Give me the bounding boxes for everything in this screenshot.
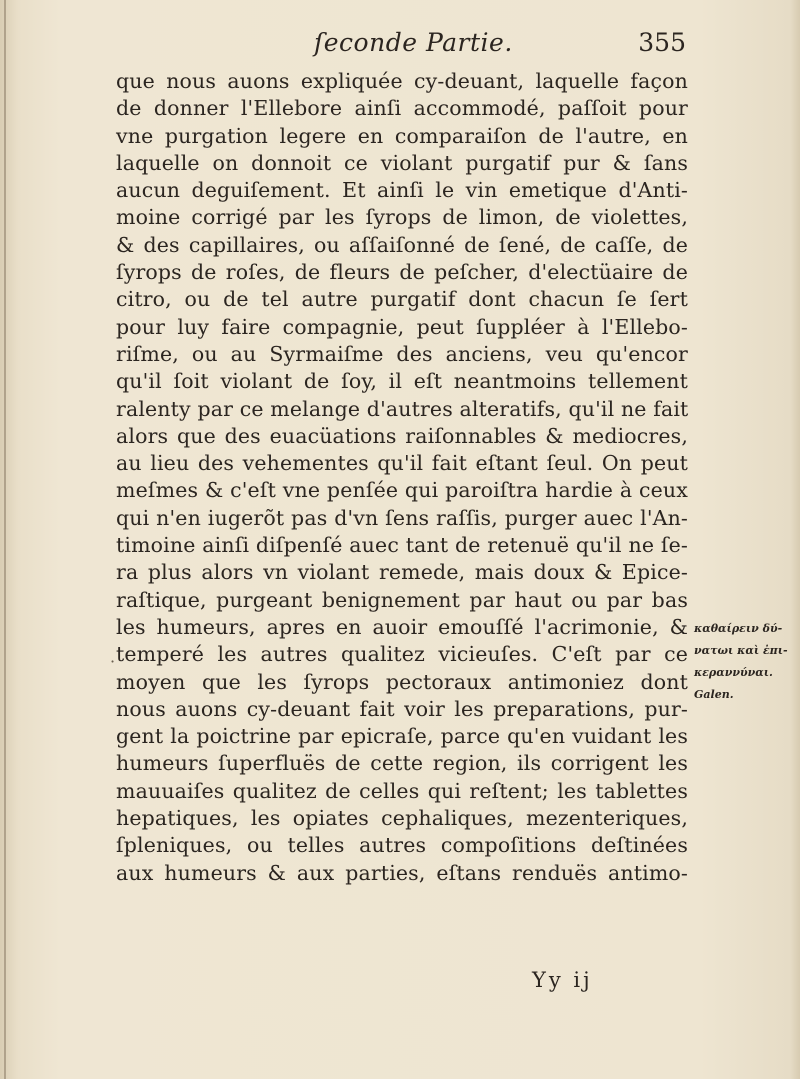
text-line: moyen que les ſyrops pectoraux antimoniez dont — [116, 669, 688, 694]
text-line: mauuaiſes qualitez de celles qui reſtent; les tablettes — [116, 778, 688, 803]
text-line: laquelle on donnoit ce violant purgatif pur & ſans — [116, 150, 688, 175]
text-line: riſme, ou au Syrmaiſme des anciens, veu qu'encor — [116, 341, 688, 366]
text-line: meſmes & c'eſt vne penſée qui paroiſtra hardie à ceux — [116, 478, 688, 503]
text-line: pour luy faire compagnie, peut ſuppléer à l'Ellebo- — [116, 314, 688, 339]
binding-gutter — [4, 0, 6, 1079]
page-number: 355 — [638, 28, 686, 57]
text-line: alors que des euacüations raiſonnables & mediocres, — [116, 423, 688, 448]
text-line: au lieu des vehementes qu'il fait eſtant ſeul. On peut — [116, 451, 688, 476]
margin-dot: · — [110, 652, 116, 671]
text-line: ralenty par ce melange d'autres alteratifs, qu'il ne fait — [116, 396, 689, 421]
text-line: les humeurs, apres en auoir emouſſé l'acrimonie, & — [116, 614, 688, 639]
text-line: ra plus alors vn violant remede, mais doux & Epice- — [116, 560, 688, 585]
margin-note-line: Galen. — [694, 688, 734, 701]
text-line: ſpleniques, ou telles autres compoſitions deſtinées — [116, 833, 688, 858]
page-header — [116, 28, 686, 68]
margin-note — [694, 618, 798, 706]
margin-note-line: καθαίρειν δύ- — [694, 622, 783, 635]
text-line: aucun deguiſement. Et ainſi le vin emetique d'Anti- — [116, 178, 688, 203]
text-line: gent la poictrine par epicraſe, parce qu'en vuidant les — [116, 724, 688, 749]
text-line: citro, ou de tel autre purgatif dont chacun ſe ſert — [116, 287, 688, 312]
body-text — [116, 68, 688, 887]
text-line: timoine ainſi diſpenſé auec tant de retenuë qu'il ne ſe- — [116, 533, 688, 558]
text-line: de donner l'Ellebore ainſi accommodé, paſſoit pour — [116, 96, 688, 121]
signature-mark: Yy ij — [532, 968, 593, 992]
text-line: moine corrigé par les ſyrops de limon, de violettes, — [116, 205, 688, 230]
margin-note-line: νατωι καὶ ἐπι- — [694, 644, 788, 657]
text-line: temperé les autres qualitez vicieuſes. C'eſt par ce — [116, 642, 688, 667]
text-line: ſyrops de roſes, de fleurs de peſcher, d'electüaire de — [116, 260, 688, 285]
text-line: vne purgation legere en comparaiſon de l'autre, en — [116, 123, 688, 148]
margin-note-line: κεραννύναι. — [694, 666, 773, 679]
page-footer — [116, 968, 688, 998]
running-title: ſeconde Partie. — [314, 28, 513, 57]
text-line: qu'il ſoit violant de ſoy, il eſt neantmoins tellement — [116, 369, 688, 394]
text-line: raſtique, purgeant benignement par haut ou par bas — [116, 587, 688, 612]
text-line: qui n'en iugerõt pas d'vn ſens raſſis, purger auec l'An- — [116, 505, 688, 530]
text-line: & des capillaires, ou aſſaiſonné de ſené, de caſſe, de — [116, 232, 688, 257]
text-line: nous auons cy-deuant fait voir les preparations, pur- — [116, 696, 688, 721]
text-line: aux humeurs & aux parties, eſtans renduës antimo- — [116, 860, 688, 885]
text-line: que nous auons expliquée cy-deuant, laquelle façon — [116, 69, 688, 93]
text-line: hepatiques, les opiates cephaliques, mezenteriques, — [116, 806, 688, 831]
text-line: humeurs ſuperfluës de cette region, ils corrigent les — [116, 751, 688, 776]
